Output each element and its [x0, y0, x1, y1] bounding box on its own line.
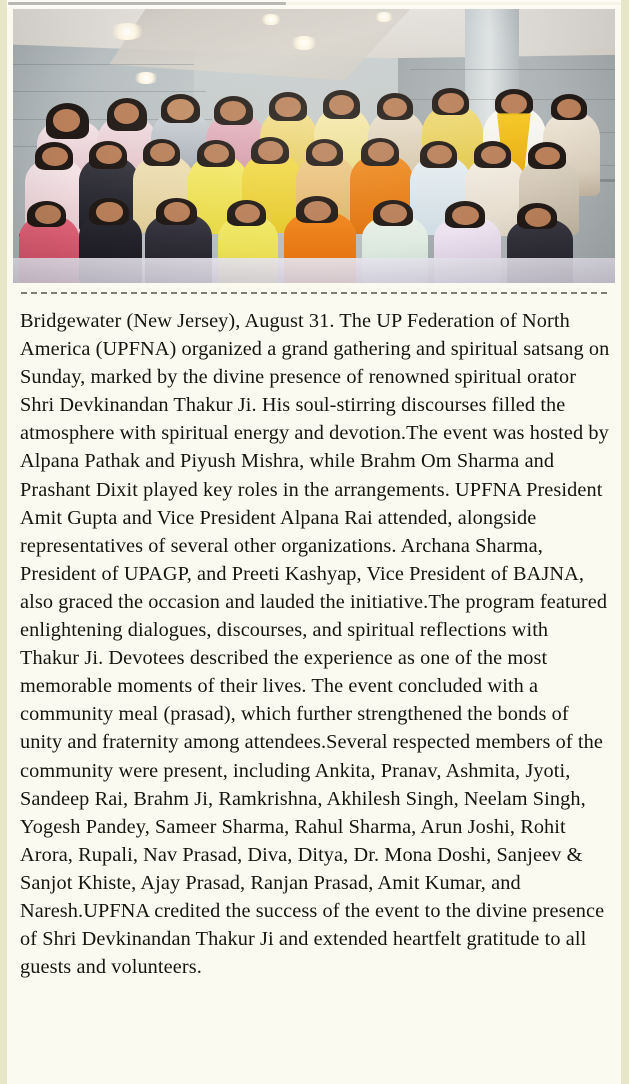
attendee-head	[164, 202, 190, 221]
attendee-head	[96, 145, 122, 164]
attendee-head	[452, 206, 478, 225]
attendee-head	[167, 99, 193, 121]
block-line	[410, 69, 615, 70]
scroll-progress-bar[interactable]	[0, 0, 629, 7]
attendee-head	[368, 142, 394, 161]
attendee-head	[481, 146, 506, 164]
attendee-head	[96, 202, 122, 221]
attendee-head	[380, 204, 406, 223]
article-paragraph: Bridgewater (New Jersey), August 31. The UP Federation of North America (UPFNA) organized a grand gathering and spiritual satsang on Sunday, marked by the divine presence of renowned spiritual orator Shri Devkinandan Thakur Ji. His soul-stirring discourses filled the atmosphere with spiritual energy and devotion.The event was hosted by Alpana Pathak and Piyush Mishra, while Brahm Om Sharma and Prashant Dixit played key roles in the arrangements. UPFNA President Amit Gupta and Vice President Alpana Rai attended, alongside representatives of several other organizations. Archana Sharma, President of UPAGP, and Preeti Kashyap, Vice President of BAJNA, also graced the occasion and lauded the initiative.The program featured enlightening dialogues, discourses, and spiritual reflections with Thakur Ji. Devotees described the experience as one of the most memorable moments of their lives. The event concluded with a community meal (prasad), which further strengthened the bonds of unity and fraternity among attendees.Several respected members of the community were present, including Ankita, Pranav, Ashmita, Jyoti, Sandeep Rai, Brahm Ji, Ramkrishna, Akhilesh Singh, Neelam Singh, Yogesh Pandey, Sameer Sharma, Rahul Sharma, Arun Joshi, Rohit Arora, Rupali, Nav Prasad, Diva, Ditya, Dr. Mona Doshi, Sanjeev & Sanjot Khiste, Ajay Prasad, Ranjan Prasad, Amit Kumar, and Naresh.UPFNA credited the success of the event to the divine presence of Shri Devkinandan Thakur Ji and extended heartfelt gratitude to all guests and volunteers.	[20, 310, 610, 979]
attendee-head	[438, 93, 464, 114]
scroll-progress-fill[interactable]	[8, 2, 286, 5]
attendee-head	[535, 147, 560, 165]
attendee-head	[42, 147, 68, 166]
block-line	[13, 64, 194, 65]
article-body	[20, 307, 610, 981]
attendee-head	[258, 141, 283, 160]
attendee-head	[220, 101, 246, 122]
attendee-head	[304, 201, 331, 221]
floor-sheet	[13, 258, 615, 283]
attendee-head	[525, 208, 551, 227]
ceiling-light	[109, 23, 145, 40]
attendee-head	[427, 145, 452, 164]
event-group-photo	[13, 9, 615, 283]
attendee-head	[35, 205, 61, 224]
section-divider	[21, 292, 607, 294]
ceiling-light	[374, 12, 394, 22]
attendee-head	[275, 97, 300, 118]
photo-canvas	[13, 9, 615, 283]
